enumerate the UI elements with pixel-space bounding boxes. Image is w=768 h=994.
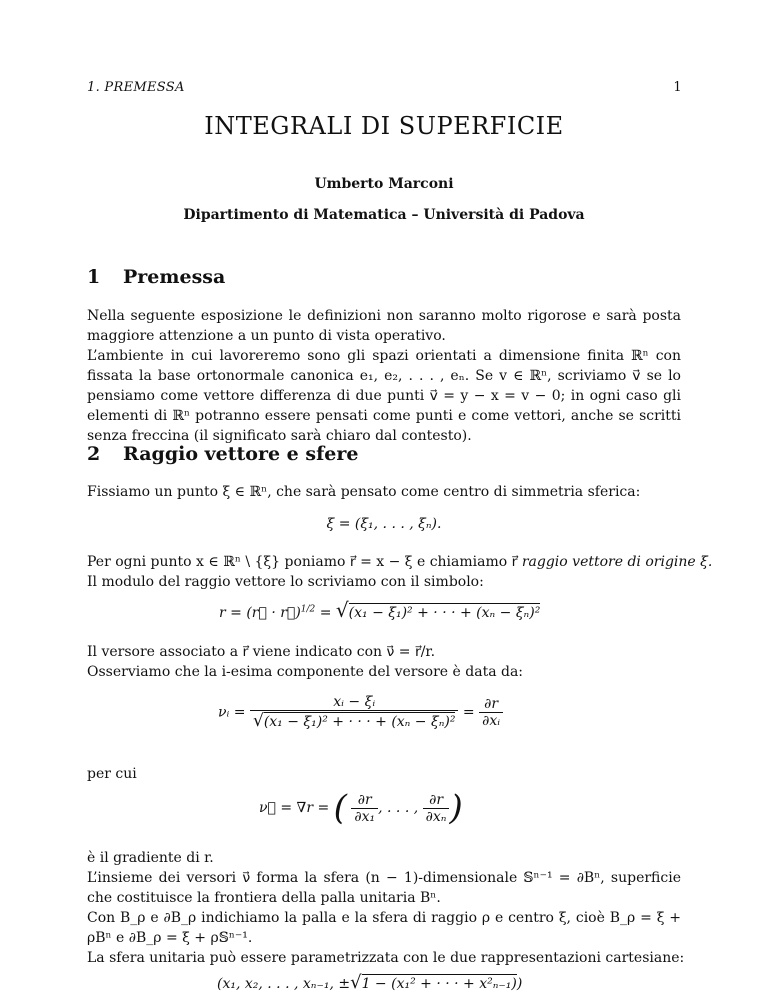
section-2-para-2	[87, 552, 712, 572]
left-paren: (	[333, 788, 347, 828]
section-2-para-4: Il versore associato a r⃗ viene indicato con ν⃗ = r⃗/r.	[87, 644, 436, 660]
right-paren: )	[449, 788, 463, 828]
author-name: Umberto Marconi	[314, 176, 454, 192]
equation-modulus	[219, 598, 540, 622]
sqrt-symbol: √	[252, 711, 264, 731]
section-2-para-3: Il modulo del raggio vettore lo scriviamo con il simbolo:	[87, 574, 484, 590]
eq4-num-n: ∂r	[423, 792, 450, 809]
eq3-denominator	[250, 711, 458, 731]
section-2-para-8: L’insieme dei versori ν⃗ forma la sfera (n − 1)-dimensionale 𝕊ⁿ⁻¹ = ∂Bⁿ, superficie che costituisce la frontiera della palla unitaria Bⁿ.	[87, 870, 681, 906]
section-2-para-9: Con B_ρ e ∂B_ρ indichiamo la palla e la sfera di raggio ρ e centro ξ, cioè B_ρ = ξ + ρBⁿ e ∂B_ρ = ξ + ρ𝕊ⁿ⁻¹.	[87, 910, 681, 946]
section-2-para-5: Osserviamo che la i-esima componente del versore è data da:	[87, 664, 524, 680]
paper-title: INTEGRALI DI SUPERFICIE	[204, 112, 564, 140]
eq2-exponent: 1/2	[300, 604, 316, 615]
section-2-para-10: La sfera unitaria può essere parametrizzata con le due rappresentazioni cartesiane:	[87, 950, 685, 966]
page-number: 1	[673, 80, 682, 95]
eq5-rhs: )	[516, 976, 523, 992]
section-1-text: Nella seguente esposizione le definizioni non saranno molto rigorose e sarà posta maggiore attenzione a un punto di vista operativo. L’ambiente in cui lavoreremo sono gli spazi orientati a dimensione finita ℝⁿ con fissata la base ortonormale canonica e₁, e₂, . . . , eₙ. Se v ∈ ℝⁿ, scriviamo v⃗ se lo pensiamo come vettore differenza di due punti v⃗ = y − x = v − 0; in ogni caso gli elementi di ℝⁿ potranno essere pensati come punti e come vettori, anche se scritti senza freccina (il significato sarà chiaro dal contesto).	[87, 308, 681, 444]
eq4-dots: , . . . ,	[378, 800, 419, 816]
para-2-definition: raggio vettore di origine ξ.	[521, 554, 713, 570]
section-2-title: Raggio vettore e sfere	[123, 443, 359, 465]
equation-gradient	[259, 788, 463, 828]
eq4-partial-1	[351, 792, 378, 825]
eq4-den-n: ∂xₙ	[425, 808, 447, 825]
eq3-partial-num: ∂r	[479, 696, 503, 713]
section-1-title: Premessa	[123, 266, 226, 288]
eq3-partial-den: ∂xᵢ	[482, 713, 501, 729]
author-affiliation: Dipartimento di Matematica – Università di Padova	[183, 207, 585, 223]
eq4-lhs: ν⃗ = ∇r =	[259, 800, 334, 816]
sqrt-symbol: √	[350, 972, 362, 993]
equation-xi: ξ = (ξ₁, . . . , ξₙ).	[326, 516, 442, 532]
eq3-equals: =	[462, 704, 480, 721]
section-1-number: 1	[87, 266, 101, 288]
equation-versor-component	[218, 694, 503, 731]
eq2-lhs: r = (r⃗ · r⃗)	[219, 605, 301, 621]
eq4-num-1: ∂r	[351, 792, 378, 809]
section-2-para-7: è il gradiente di r.	[87, 850, 214, 866]
sqrt-symbol: √	[335, 598, 349, 622]
para-2-text: Per ogni punto x ∈ ℝⁿ \ {ξ} poniamo r⃗ = x − ξ e chiamiamo r⃗	[87, 554, 522, 570]
eq2-radicand: (x₁ − ξ₁)² + · · · + (xₙ − ξₙ)²	[348, 605, 541, 621]
eq3-lhs: νᵢ =	[218, 704, 250, 721]
eq4-den-1: ∂x₁	[354, 808, 376, 825]
eq2-mid: =	[315, 605, 336, 621]
section-2-para-6: per cui	[87, 766, 137, 782]
section-1-heading	[87, 266, 225, 288]
eq3-den-radicand: (x₁ − ξ₁)² + · · · + (xₙ − ξₙ)²	[263, 714, 456, 730]
eq4-partial-n	[423, 792, 450, 825]
running-head: 1. PREMESSA	[87, 80, 185, 95]
eq3-partial	[479, 696, 503, 729]
section-2-para-1: Fissiamo un punto ξ ∈ ℝⁿ, che sarà pensato come centro di simmetria sferica:	[87, 484, 641, 500]
eq5-radicand: 1 − (x₁² + · · · + x²ₙ₋₁)	[361, 976, 517, 992]
equation-parametrization	[217, 972, 522, 993]
section-2-heading	[87, 443, 358, 465]
section-2-number: 2	[87, 443, 101, 465]
eq5-lhs: (x₁, x₂, . . . , xₙ₋₁, ±	[217, 976, 351, 992]
eq3-numerator: xᵢ − ξᵢ	[250, 694, 458, 711]
eq3-fraction	[250, 694, 458, 731]
